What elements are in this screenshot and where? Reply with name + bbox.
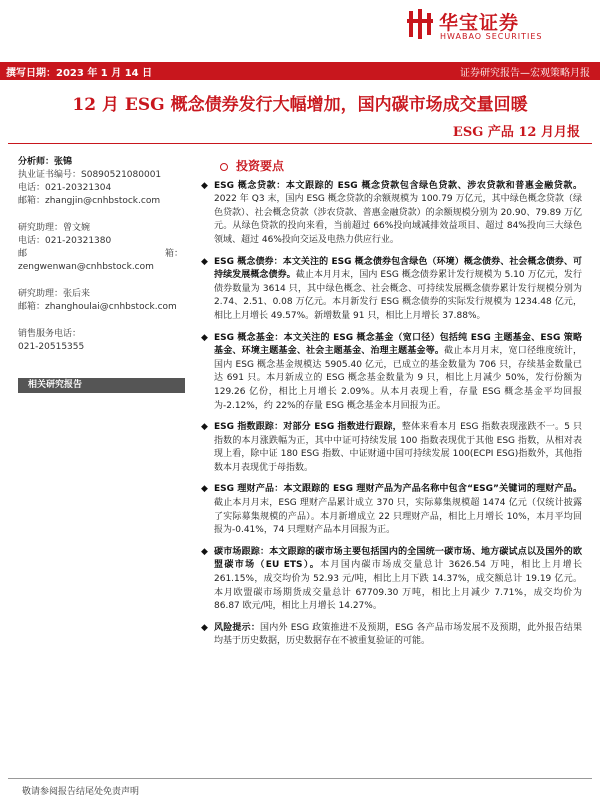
assistant2-email: 邮箱：zhanghoulai@cnhbstock.com bbox=[18, 302, 177, 312]
bullet-body: 截止本月月末，国内 ESG 概念债券累计发行规模为 5.10 万亿元，发行债券数量为 3614 只，其中绿色概念、社会概念、可持续发展概念债券累计发行规模分别为 2.74、2.51、0.08 万亿元。本月新发行 ESG 概念债券的实际发行规模为 1234.48 亿元，相比上月增长 49.57%。新增数量 91 只，相比上月增长 37.88%。 bbox=[214, 270, 582, 321]
disclaimer-note: 敬请参阅报告结尾处免责声明 bbox=[22, 787, 140, 797]
analyst-cert: 执业证书编号：S0890521080001 bbox=[18, 170, 162, 180]
bullet-body: 国内外 ESG 政策推进不及预期，ESG 各产品市场发展不及预期，此外报告结果均基于历史数据，历史数据存在不被重复验证的可能。 bbox=[214, 622, 582, 647]
brand-name-cn: 华宝证券 bbox=[439, 12, 520, 34]
sales-block bbox=[18, 328, 183, 354]
section-title: 投资要点 bbox=[220, 160, 582, 174]
assistant1-email: zengwenwan@cnhbstock.com bbox=[18, 262, 154, 272]
bullet-lead: ESG 概念贷款：本文跟踪的 ESG 概念贷款包含绿色贷款、涉农贷款和普惠金融贷款。 bbox=[214, 180, 582, 191]
bullet-esg-wealth bbox=[200, 483, 582, 537]
diamond-bullet-icon: ◆ bbox=[201, 484, 208, 495]
brand-logo bbox=[407, 8, 582, 44]
report-series: 证券研究报告—宏观策略月报 bbox=[460, 68, 590, 79]
brand-name-en: HWABAO SECURITIES bbox=[440, 32, 543, 41]
bullet-lead: ESG 指数跟踪：对部分 ESG 指数进行跟踪， bbox=[214, 422, 402, 433]
diamond-bullet-icon: ◆ bbox=[201, 546, 208, 557]
diamond-bullet-icon: ◆ bbox=[201, 332, 208, 343]
bullet-lead: ESG 概念债券：本文关注的 ESG 概念债券包含绿色（环境）概念债券、社会概念债券、可持续发展概念债券。 bbox=[214, 256, 582, 281]
bullet-lead: ESG 概念基金：本文关注的 ESG 概念基金（宽口径）包括纯 ESG 主题基金、ESG 策略基金、环境主题基金、社会主题基金、治理主题基金等。 bbox=[214, 332, 582, 357]
report-subtitle: ESG 产品 12 月月报 bbox=[452, 125, 580, 140]
sales-phone: 021-20515355 bbox=[18, 342, 85, 352]
header-bar bbox=[0, 62, 600, 80]
author-sidebar bbox=[18, 156, 183, 368]
report-title: 12 月 ESG 概念债券发行大幅增加，国内碳市场成交量回暖 bbox=[72, 95, 528, 115]
diamond-bullet-icon: ◆ bbox=[201, 622, 208, 633]
bullet-body: 截止本月月末，ESG 理财产品累计成立 370 只，实际募集规模超 1474 亿元（仅统计披露了实际募集规模的产品）。本月新增成立 22 只理财产品，相比上月增长 10%，本月平均回报为-0.41%，74 只理财产品本月回报为正。 bbox=[214, 498, 582, 536]
analyst-email: 邮箱：zhangjin@cnhbstock.com bbox=[18, 196, 161, 206]
analyst-block bbox=[18, 156, 183, 208]
brand-mark-icon bbox=[407, 9, 433, 39]
title-divider bbox=[8, 143, 592, 144]
bullet-lead: 碳市场跟踪：本文跟踪的碳市场主要包括国内的全国统一碳市场、地方碳试点以及国外的欧盟碳市场（EU ETS）。 bbox=[214, 546, 582, 571]
assistant2-name: 研究助理：张后来 bbox=[18, 289, 91, 299]
bullet-esg-funds bbox=[200, 332, 582, 414]
bullet-body: 本月国内碳市场成交量总计 3626.54 万吨，相比上月增长 261.15%，成交均价为 52.93 元/吨，相比上月下跌 14.37%，成交额总计 19.19 亿元。本月欧盟碳市场期货成交量总计 67709.30 万吨，相比上月减少 7.71%，成交均价为 86.87 欧元/吨，相比上月增长 14.27%。 bbox=[214, 560, 582, 612]
analyst-phone: 电话：021-20321304 bbox=[18, 183, 112, 193]
assistant1-phone: 电话：021-20321380 bbox=[18, 236, 112, 246]
analyst-name: 分析师：张锦 bbox=[18, 157, 73, 167]
assistant1-name: 研究助理：曾文婉 bbox=[18, 223, 91, 233]
bullet-lead: ESG 理财产品：本文跟踪的 ESG 理财产品为产品名称中包含“ESG”关键词的理财产品。 bbox=[214, 484, 582, 495]
diamond-bullet-icon: ◆ bbox=[201, 180, 208, 191]
bullet-body: 截止本月月末，宽口径维度统计，国内 ESG 概念基金规模达 5905.40 亿元，已成立的基金数量为 706 只，存续基金数量已达 691 只。本月新成立的 ESG 概念基金数量为 9 只，相比上月减少 50%，发行份额为 129.26 亿份，相比上月增长 2.09%。从本月表现上看，存量 ESG 概念基金平均回报为-2.12%，约 22%的存量 ESG 概念基金本月回报为正。 bbox=[214, 346, 582, 411]
diamond-bullet-icon: ◆ bbox=[201, 422, 208, 433]
bullet-body: 2022 年 Q3 末，国内 ESG 概念贷款的余额规模为 100.79 万亿元，其中绿色概念贷款（绿色贷款）、社会概念贷款（涉农贷款、普惠金融贷款）的余额规模分别为 20.90、79.89 万亿元。从绿色贷款的投向来看，当前超过 66%投向域减排效益项目、超过 84%投向三大绿色领域、超过 46%投向交运及电热力供应行业。 bbox=[214, 194, 582, 245]
bullet-body: 整体来看本月 ESG 指数表现涨跌不一。5 只指数的本月涨跌幅为正，其中中证可持续发展 100 指数表现优于其他 ESG 指数，从相对表现上看，除中证 180 ESG 指数、中证财通中国可持续发展 100(ECPI ESG)指数外，其他指数本月表现优于母指数。 bbox=[214, 422, 582, 473]
assistant1-block bbox=[18, 222, 183, 274]
bullet-risk bbox=[200, 622, 582, 649]
assistant2-block bbox=[18, 288, 183, 314]
bullet-esg-index bbox=[200, 421, 582, 475]
ring-bullet-icon bbox=[220, 163, 228, 171]
bullet-esg-loans bbox=[200, 180, 582, 248]
assistant1-email-label: 邮 箱： bbox=[18, 249, 183, 259]
footer-divider bbox=[8, 778, 592, 779]
diamond-bullet-icon: ◆ bbox=[201, 256, 208, 267]
bullet-esg-bonds bbox=[200, 256, 582, 324]
bullet-lead: 风险提示： bbox=[214, 622, 261, 633]
investment-highlights bbox=[200, 160, 582, 657]
related-reports-header: 相关研究报告 bbox=[18, 378, 185, 393]
report-date: 撰写日期：2023 年 1 月 14 日 bbox=[6, 68, 153, 79]
sales-label: 销售服务电话： bbox=[18, 329, 82, 339]
bullet-carbon-market bbox=[200, 546, 582, 614]
